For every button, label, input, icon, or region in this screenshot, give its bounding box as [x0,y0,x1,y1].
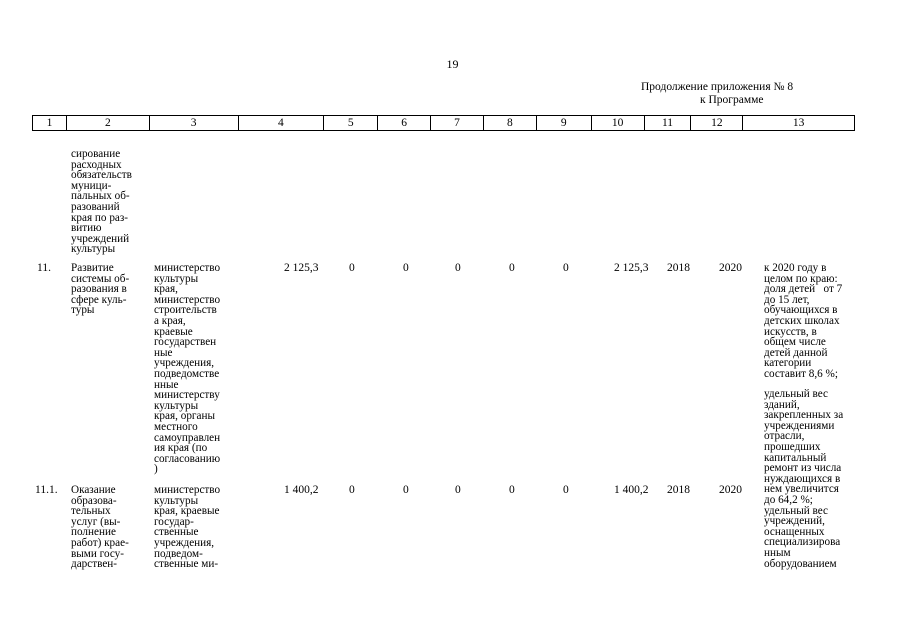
row-11-1-col8: 0 [509,484,515,496]
header-cell-5: 5 [323,116,377,130]
row-11-executor: министерство культуры края, министерство строительств а края, краевые государствен ные учреждения, подведомстве нные министерству культуры края, органы местного самоуправлен ия края (по согласованию ) [154,262,221,476]
row-11-1-activity-name: Оказание образова- тельных услуг (вы- полнение работ) крае- выми госу- дарствен- [71,484,129,571]
row-11-total: 2 125,3 [284,262,319,274]
header-cell-13: 13 [742,116,854,130]
header-cell-4: 4 [238,116,324,130]
row-11-end-year: 2020 [719,262,742,274]
page-number: 19 [446,57,459,71]
header-cell-12: 12 [690,116,742,130]
row-11-result-1: к 2020 году в целом по краю: доля детей от 7 до 15 лет, обучающихся в детских школах искусств, в общем числе детей данной категории составит 8,6 %; [764,262,843,380]
row-11-col9: 0 [563,262,569,274]
continuation-subtitle: к Программе [700,94,764,106]
table-header-row [32,115,855,131]
header-cell-9: 9 [536,116,591,130]
row-11-col5: 0 [349,262,355,274]
row-11-1-end-year: 2020 [719,484,742,496]
row-11-1-total: 1 400,2 [284,484,319,496]
row-11-1-start-year: 2018 [667,484,690,496]
header-cell-3: 3 [149,116,238,130]
row-11-result-2: удельный вес зданий, закрепленных за учреждениями отрасли, прошедших капитальный ремонт из числа нуждающихся в нем увеличится до 64,2 %; удельный вес учреждений, оснащенных специализирова нным оборудованием [764,388,844,570]
carryover-name-text: сирование расходных обязательств муници- пальных об- разований края по раз- витию учреждений культуры [71,148,132,256]
row-11-1-col7: 0 [455,484,461,496]
header-cell-11: 11 [644,116,691,130]
row-11-1-col9: 0 [563,484,569,496]
row-11-col10: 2 125,3 [614,262,649,274]
row-11-col7: 0 [455,262,461,274]
header-cell-2: 2 [66,116,149,130]
header-cell-7: 7 [430,116,483,130]
header-cell-10: 10 [591,116,644,130]
header-cell-1: 1 [46,117,53,129]
row-11-1-col10: 1 400,2 [614,484,649,496]
row-11-activity-name: Развитие системы об- разования в сфере куль- туры [71,262,130,317]
header-cell-8: 8 [483,116,536,130]
row-11-col6: 0 [403,262,409,274]
row-11-1-col6: 0 [403,484,409,496]
row-number-11: 11. [37,262,51,274]
row-11-start-year: 2018 [667,262,690,274]
row-number-11-1: 11.1. [35,484,58,496]
row-11-1-col5: 0 [349,484,355,496]
continuation-title: Продолжение приложения № 8 [641,81,794,93]
header-cell-6: 6 [377,116,430,130]
row-11-col8: 0 [509,262,515,274]
row-11-1-executor: министерство культуры края, краевые государ- ственные учреждения, подведом- ственные ми- [154,484,221,571]
